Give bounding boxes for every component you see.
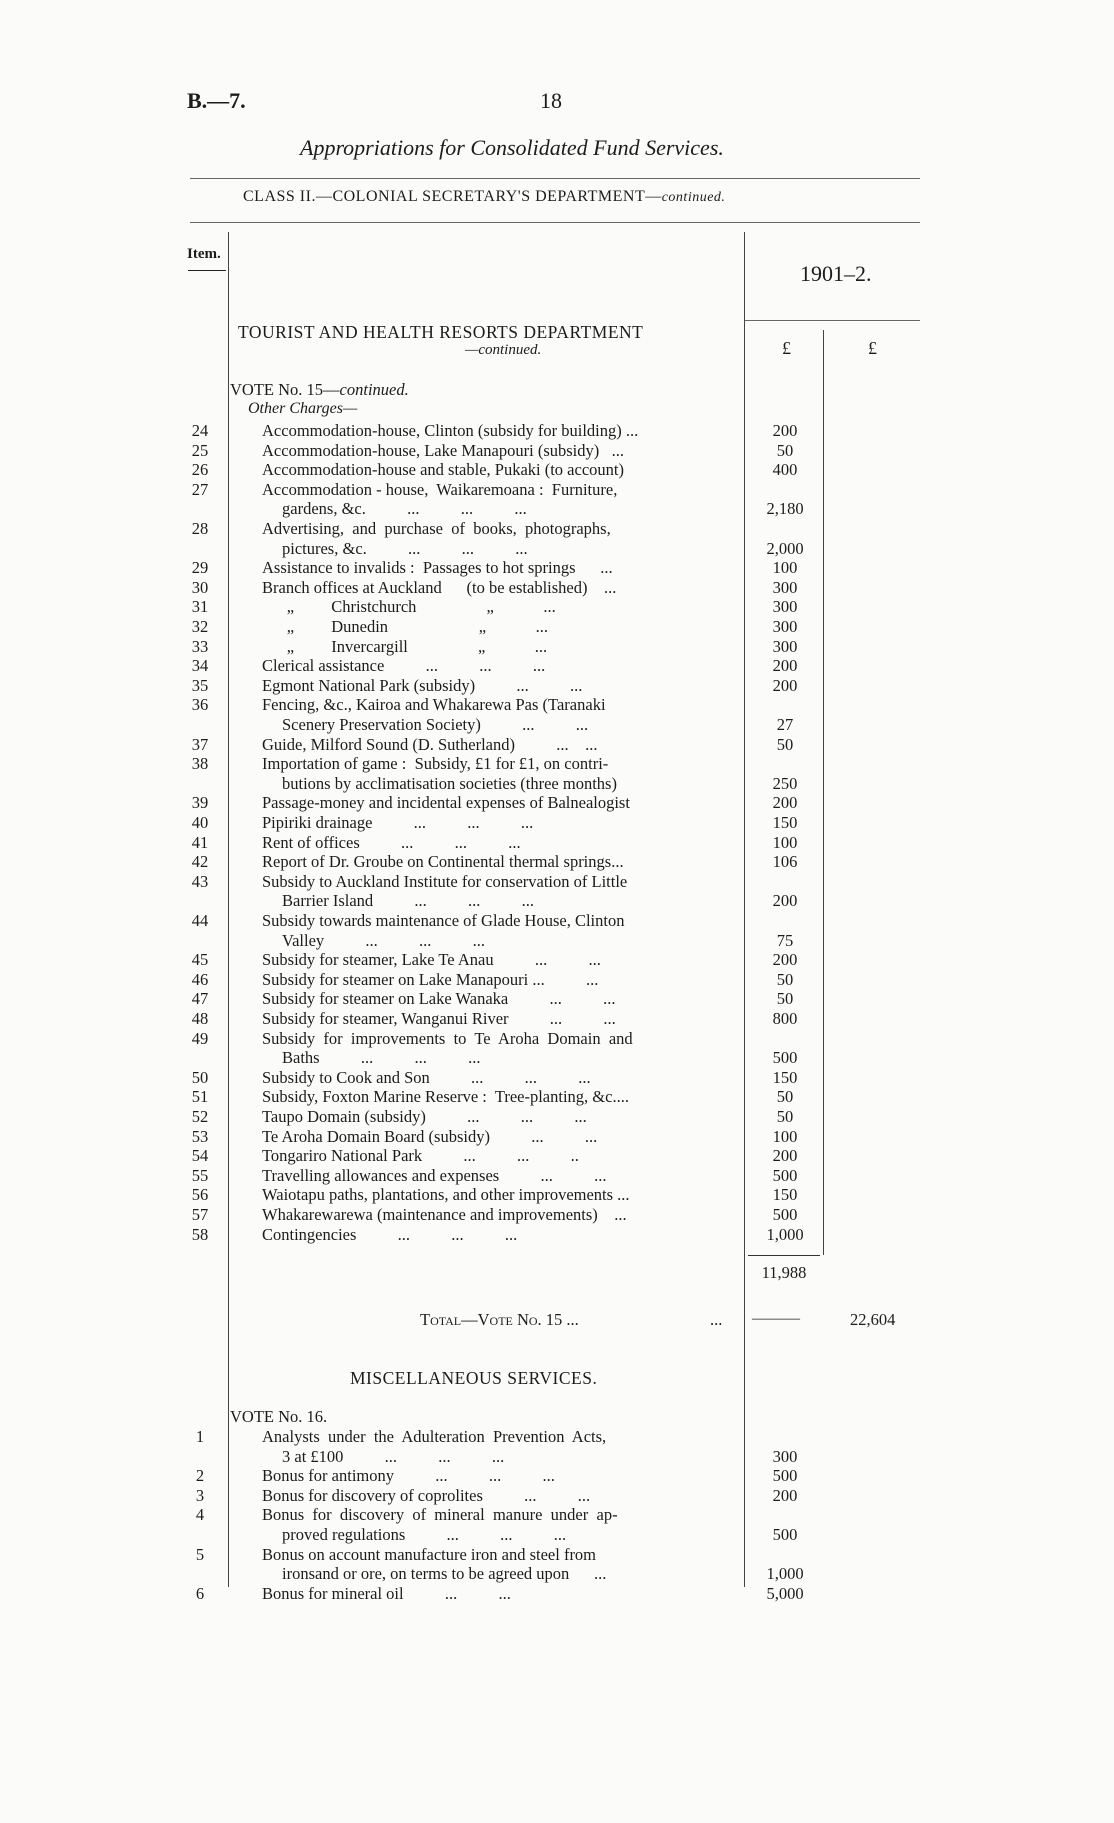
item-description: Subsidy, Foxton Marine Reserve : Tree-planting, &c.... [262,1087,629,1107]
item-description: Bonus for mineral oil ... ... [262,1583,511,1603]
item-row [0,421,1114,440]
item-number: 58 [191,1224,209,1244]
item-column-header: Item. [187,246,221,262]
item-description: Fencing, &c., Kairoa and Whakarewa Pas (Taranaki [262,695,606,715]
item-number: 42 [191,852,209,872]
item-amount: 150 [772,1067,798,1087]
vote-15-total: 22,604 [850,1310,896,1329]
item-row [0,637,1114,656]
vote-15-total-label: Total—Vote No. 15 ... [420,1310,579,1329]
item-description: ironsand or ore, on terms to be agreed upon ... [282,1564,607,1584]
item-row [0,1166,1114,1185]
item-amount: 100 [772,1126,798,1146]
item-description: Guide, Milford Sound (D. Sutherland) ... ... [262,734,598,754]
year-header-rule [745,320,920,321]
item-amount: 27 [776,714,794,734]
item-amount: 200 [772,891,798,911]
item-description: Subsidy to Cook and Son ... ... ... [262,1067,591,1087]
item-row [0,1486,1114,1505]
item-amount: 100 [772,558,798,578]
subtotal-rule [748,1255,820,1256]
other-charges-subhead: Other Charges— [248,400,358,417]
item-amount: 500 [772,1205,798,1224]
item-number: 31 [191,597,209,617]
item-number: 45 [191,950,209,970]
item-number: 33 [191,636,209,656]
vote-15-total-dots: ... [710,1310,723,1329]
item-row [0,578,1114,597]
item-amount: 200 [772,1485,798,1505]
item-description: gardens, &c. ... ... ... [282,499,527,519]
item-number: 51 [191,1087,209,1107]
item-number: 28 [191,519,209,538]
item-number: 5 [195,1544,205,1564]
item-number: 55 [191,1165,209,1185]
item-amount: 200 [772,950,798,970]
item-description: Accommodation-house, Clinton (subsidy for building) ... [262,421,639,440]
item-row [0,656,1114,675]
item-amount: 1,000 [766,1564,804,1584]
item-row [0,1068,1114,1087]
item-description: Te Aroha Domain Board (subsidy) ... ... [262,1126,598,1146]
item-description: pictures, &c. ... ... ... [282,538,528,558]
item-row [0,676,1114,695]
class-heading-cont: continued. [661,190,726,205]
item-amount: 50 [776,734,794,754]
vote-15-subtotal: 11,988 [761,1263,807,1282]
item-amount: 106 [772,852,798,872]
item-description: Scenery Preservation Society) ... ... [282,714,589,734]
item-row [0,852,1114,871]
item-row [0,970,1114,989]
item-row [0,793,1114,812]
item-description: Contingencies ... ... ... [262,1224,518,1244]
item-description: Subsidy for steamer, Lake Te Anau ... ... [262,950,601,970]
item-description: Assistance to invalids : Passages to hot springs ... [262,558,613,578]
item-number: 48 [191,1009,209,1028]
item-description: Subsidy for steamer on Lake Manapouri ... ... [262,969,599,989]
item-amount: 50 [776,1107,794,1126]
item-amount: 50 [776,1087,794,1107]
item-number: 53 [191,1126,209,1146]
item-amount: 400 [772,460,798,480]
item-description: Waiotapu paths, plantations, and other improvements ... [262,1185,630,1205]
item-description: Importation of game : Subsidy, £1 for £1, on contri- [262,754,609,774]
item-amount: 5,000 [766,1583,804,1603]
item-description: Subsidy for steamer on Lake Wanaka ... ... [262,989,616,1009]
item-description: butions by acclimatisation societies (three months) [282,773,617,793]
item-row [0,460,1114,479]
item-row [0,1107,1114,1126]
page-number: 18 [540,88,562,113]
item-number: 1 [195,1427,205,1446]
item-number: 54 [191,1146,209,1166]
item-amount: 800 [772,1009,798,1028]
item-description: Bonus for antimony ... ... ... [262,1466,555,1486]
item-row [0,735,1114,754]
item-description: Taupo Domain (subsidy) ... ... ... [262,1107,587,1126]
item-description: Advertising, and purchase of books, photographs, [262,519,611,538]
item-number: 39 [191,793,209,813]
item-number: 46 [191,969,209,989]
item-description: Bonus on account manufacture iron and steel from [262,1544,597,1564]
item-number: 41 [191,832,209,852]
item-description: Report of Dr. Groube on Continental thermal springs... [262,852,624,872]
item-number: 47 [191,989,209,1009]
item-row [0,1505,1114,1544]
item-number: 40 [191,813,209,832]
item-row [0,479,1114,519]
item-number: 30 [191,577,209,597]
item-description: Whakarewarewa (maintenance and improvements) ... [262,1205,627,1224]
item-number: 3 [195,1485,205,1505]
item-amount: 250 [772,773,798,793]
item-number: 50 [191,1067,209,1087]
year-header: 1901–2. [800,261,872,286]
item-amount: 75 [776,930,794,950]
item-description: Baths ... ... ... [282,1048,481,1068]
item-amount: 2,000 [766,538,804,558]
class-heading [243,188,725,206]
item-row [0,911,1114,950]
item-amount: 500 [772,1048,798,1068]
pound-header-2: £ [868,338,877,358]
item-number: 38 [191,754,209,774]
item-number: 35 [191,675,209,695]
item-row [0,950,1114,969]
item-row [0,754,1114,793]
item-number: 32 [191,617,209,636]
item-amount: 1,000 [766,1224,804,1244]
item-row [0,617,1114,636]
item-row [0,871,1114,911]
section-title-tourist-cont: —continued. [465,342,542,358]
item-row [0,813,1114,832]
section-title-tourist: TOURIST AND HEALTH RESORTS DEPARTMENT [238,322,644,342]
vote-15-total-dash: ——— [752,1310,800,1327]
item-description: Travelling allowances and expenses ... ... [262,1165,607,1185]
item-number: 43 [191,871,209,891]
item-number: 29 [191,558,209,578]
item-row [0,1185,1114,1204]
item-row [0,1225,1114,1244]
item-row [0,695,1114,734]
item-row [0,1584,1114,1603]
item-amount: 2,180 [766,499,804,519]
item-row [0,558,1114,577]
vote-15-text: VOTE No. 15— [230,380,340,399]
vote-15-cont: continued. [339,380,409,399]
item-row [0,1205,1114,1224]
item-row [0,833,1114,852]
item-description: Subsidy towards maintenance of Glade House, Clinton [262,911,625,930]
document-ref: B.—7. [187,88,246,113]
item-row [0,597,1114,616]
item-description: Passage-money and incidental expenses of Balnealogist [262,793,630,813]
page-title: Appropriations for Consolidated Fund Services. [300,135,724,160]
item-row [0,1427,1114,1466]
item-number: 4 [195,1505,205,1525]
vote-15-label [230,380,409,400]
item-row [0,441,1114,460]
item-description: Bonus for discovery of coprolites ... ... [262,1485,591,1505]
item-description: proved regulations ... ... ... [282,1524,567,1544]
item-description: „ Dunedin „ ... [262,617,548,636]
item-description: Subsidy for steamer, Wanganui River ... ... [262,1009,616,1028]
item-description: Rent of offices ... ... ... [262,832,521,852]
item-row [0,1009,1114,1028]
title-rule [190,178,920,179]
item-description: Accommodation-house and stable, Pukaki (to account) [262,460,624,480]
item-row [0,1544,1114,1584]
item-number: 26 [191,460,209,480]
item-description: Clerical assistance ... ... ... [262,656,546,676]
table-top-rule [190,222,920,223]
item-description: Tongariro National Park ... ... .. [262,1146,579,1166]
item-description: Valley ... ... ... [282,930,486,950]
item-number: 49 [191,1028,209,1048]
item-description: Bonus for discovery of mineral manure under ap- [262,1505,618,1525]
item-amount: 300 [772,597,798,617]
item-amount: 200 [772,421,798,440]
pound-header-1: £ [782,338,791,358]
section-title-misc: MISCELLANEOUS SERVICES. [350,1368,598,1388]
item-amount: 300 [772,1446,798,1466]
item-description: Accommodation - house, Waikaremoana : Furniture, [262,479,618,499]
item-number: 25 [191,440,209,460]
item-number: 52 [191,1107,209,1126]
item-description: „ Christchurch „ ... [262,597,556,617]
item-number: 57 [191,1205,209,1224]
item-description: Egmont National Park (subsidy) ... ... [262,675,583,695]
item-number: 2 [195,1466,205,1486]
item-amount: 100 [772,832,798,852]
vote-16-label: VOTE No. 16. [230,1407,328,1426]
class-heading-text: CLASS II.—COLONIAL SECRETARY'S DEPARTMENT— [243,188,662,205]
item-number: 34 [191,656,209,676]
item-amount: 150 [772,813,798,832]
item-number: 24 [191,421,209,440]
item-amount: 300 [772,577,798,597]
item-description: Pipiriki drainage ... ... ... [262,813,534,832]
item-description: 3 at £100 ... ... ... [282,1446,505,1466]
item-description: Subsidy for improvements to Te Aroha Domain and [262,1028,633,1048]
item-amount: 200 [772,656,798,676]
item-row [0,1028,1114,1068]
item-row [0,989,1114,1008]
item-amount: 200 [772,1146,798,1166]
item-description: „ Invercargill „ ... [262,636,548,656]
item-amount: 50 [776,969,794,989]
item-row [0,1146,1114,1165]
item-number: 37 [191,734,209,754]
item-number: 36 [191,695,209,715]
item-amount: 50 [776,440,794,460]
item-amount: 50 [776,989,794,1009]
item-row [0,1127,1114,1146]
item-number: 56 [191,1185,209,1205]
item-description: Branch offices at Auckland (to be established) ... [262,577,617,597]
item-amount: 300 [772,636,798,656]
item-description: Barrier Island ... ... ... [282,891,535,911]
item-amount: 200 [772,675,798,695]
item-amount: 150 [772,1185,798,1205]
item-amount: 500 [772,1165,798,1185]
item-number: 27 [191,479,209,499]
item-description: Accommodation-house, Lake Manapouri (subsidy) ... [262,440,625,460]
item-header-rule [188,270,226,271]
item-amount: 500 [772,1466,798,1486]
item-amount: 500 [772,1524,798,1544]
item-description: Subsidy to Auckland Institute for conservation of Little [262,871,628,891]
item-number: 6 [195,1583,205,1603]
item-row [0,519,1114,558]
item-amount: 200 [772,793,798,813]
item-row [0,1466,1114,1485]
item-description: Analysts under the Adulteration Prevention Acts, [262,1427,607,1446]
item-row [0,1087,1114,1106]
item-amount: 300 [772,617,798,636]
item-number: 44 [191,911,209,930]
